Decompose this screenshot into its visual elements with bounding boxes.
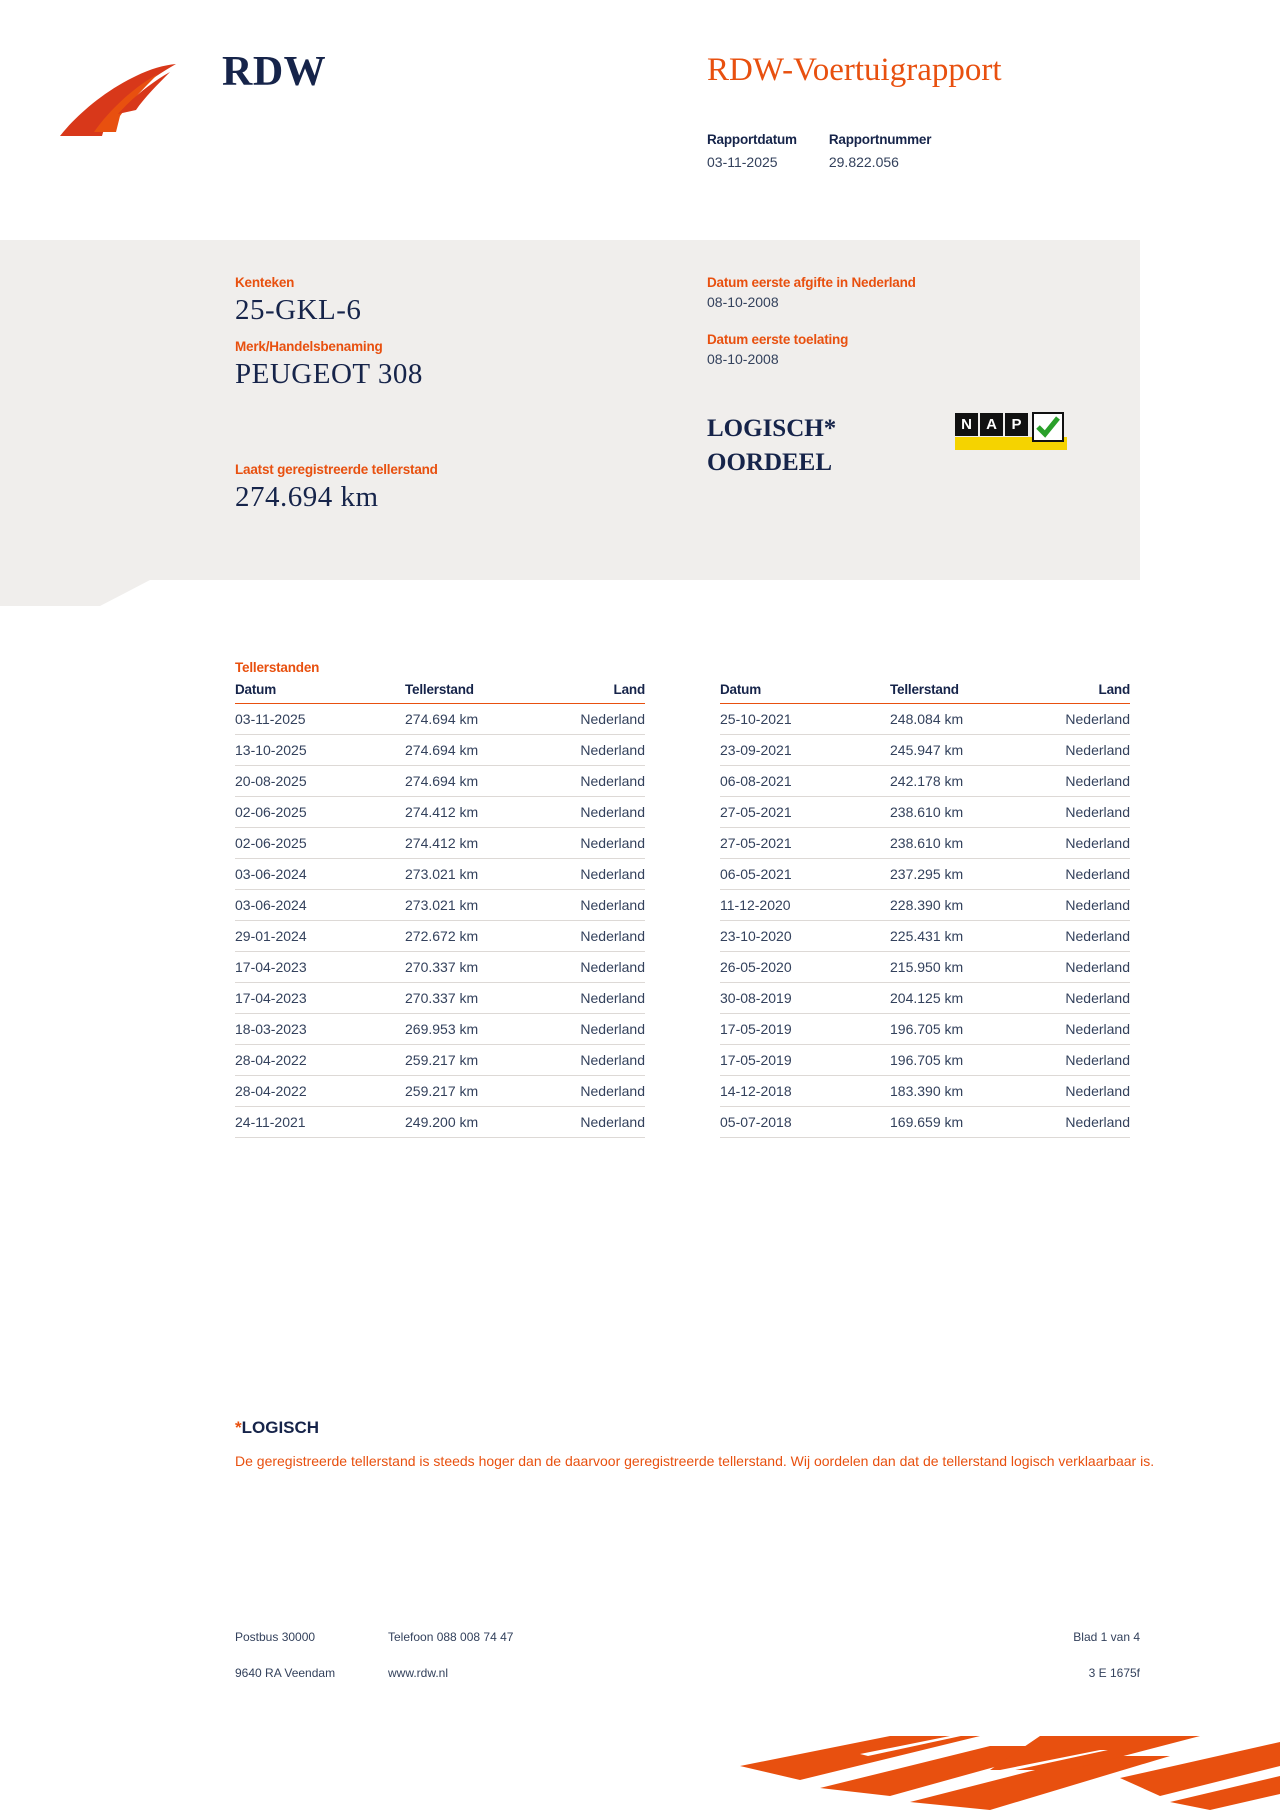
- rdw-logo-icon: [58, 62, 180, 140]
- report-number-label: Rapportnummer: [828, 132, 932, 147]
- cell-odometer: 272.672 km: [405, 921, 545, 952]
- column-header-country: Land: [545, 682, 645, 704]
- nap-letters: [955, 413, 1030, 436]
- cell-date: 03-06-2024: [235, 890, 405, 921]
- report-date-block: [707, 132, 797, 170]
- odometer-block: [235, 462, 438, 514]
- first-admission-nl-block: [707, 275, 916, 310]
- cell-country: Nederland: [1030, 1045, 1130, 1076]
- odometer-table-title: Tellerstanden: [235, 660, 320, 675]
- cell-odometer: 204.125 km: [890, 983, 1030, 1014]
- cell-country: Nederland: [1030, 859, 1130, 890]
- cell-odometer: 274.412 km: [405, 797, 545, 828]
- cell-odometer: 196.705 km: [890, 1045, 1030, 1076]
- report-number-block: [829, 132, 931, 170]
- table-row: [235, 983, 645, 1014]
- table-row: [720, 952, 1130, 983]
- cell-date: 30-08-2019: [720, 983, 890, 1014]
- cell-country: Nederland: [1030, 1014, 1130, 1045]
- table-row: [720, 797, 1130, 828]
- table-row: [235, 704, 645, 735]
- table-row: [720, 1107, 1130, 1138]
- footer-website[interactable]: www.rdw.nl: [388, 1666, 449, 1680]
- cell-odometer: 169.659 km: [890, 1107, 1030, 1138]
- table-row: [720, 983, 1130, 1014]
- table-row: [720, 921, 1130, 952]
- footer-page-info: [1010, 1630, 1140, 1680]
- report-title: RDW-Voertuigrapport: [707, 52, 1002, 88]
- cell-date: 23-09-2021: [720, 735, 890, 766]
- footnote-title-text: LOGISCH: [241, 1418, 320, 1437]
- table-row: [720, 859, 1130, 890]
- table-row: [235, 859, 645, 890]
- cell-odometer: 238.610 km: [890, 797, 1030, 828]
- table-row: [720, 735, 1130, 766]
- cell-country: Nederland: [1030, 952, 1130, 983]
- cell-date: 02-06-2025: [235, 797, 405, 828]
- cell-odometer: 274.694 km: [405, 735, 545, 766]
- first-admission-block: [707, 332, 916, 367]
- column-header-country: Land: [1030, 682, 1130, 704]
- report-number-value: 29.822.056: [828, 154, 899, 170]
- nap-letter-a: A: [980, 413, 1003, 436]
- cell-odometer: 196.705 km: [890, 1014, 1030, 1045]
- cell-odometer: 248.084 km: [890, 704, 1030, 735]
- nap-badge: [955, 413, 1075, 451]
- table-row: [720, 766, 1130, 797]
- cell-date: 17-05-2019: [720, 1045, 890, 1076]
- table-row: [235, 1014, 645, 1045]
- cell-country: Nederland: [545, 735, 645, 766]
- admission-dates-group: [707, 275, 916, 389]
- cell-date: 23-10-2020: [720, 921, 890, 952]
- cell-date: 26-05-2020: [720, 952, 890, 983]
- cell-odometer: 245.947 km: [890, 735, 1030, 766]
- cell-odometer: 274.412 km: [405, 828, 545, 859]
- first-admission-label: Datum eerste toelating: [707, 332, 849, 347]
- cell-odometer: 274.694 km: [405, 704, 545, 735]
- cell-date: 05-07-2018: [720, 1107, 890, 1138]
- cell-date: 20-08-2025: [235, 766, 405, 797]
- column-header-odometer: Tellerstand: [405, 682, 545, 704]
- table-row: [235, 828, 645, 859]
- cell-country: Nederland: [1030, 797, 1130, 828]
- footer-decorative-graphic: [740, 1736, 1280, 1810]
- table-header-row: [235, 682, 645, 704]
- table-row: [720, 1076, 1130, 1107]
- cell-date: 27-05-2021: [720, 828, 890, 859]
- cell-odometer: 273.021 km: [405, 890, 545, 921]
- footnote-star: *: [235, 1418, 242, 1437]
- cell-odometer: 270.337 km: [405, 952, 545, 983]
- nap-letter-n: N: [955, 413, 978, 436]
- cell-date: 17-05-2019: [720, 1014, 890, 1045]
- footer-form-code: 3 E 1675f: [1088, 1666, 1140, 1680]
- cell-date: 28-04-2022: [235, 1076, 405, 1107]
- odometer-left-body: [235, 704, 645, 1138]
- cell-date: 25-10-2021: [720, 704, 890, 735]
- odometer-label: Laatst geregistreerde tellerstand: [235, 462, 438, 477]
- cell-date: 29-01-2024: [235, 921, 405, 952]
- table-header-row: [720, 682, 1130, 704]
- odometer-right-body: [720, 704, 1130, 1138]
- table-row: [720, 828, 1130, 859]
- cell-country: Nederland: [545, 983, 645, 1014]
- check-icon: [1031, 411, 1065, 443]
- cell-country: Nederland: [545, 1107, 645, 1138]
- table-row: [720, 1014, 1130, 1045]
- cell-country: Nederland: [545, 766, 645, 797]
- cell-date: 11-12-2020: [720, 890, 890, 921]
- cell-odometer: 215.950 km: [890, 952, 1030, 983]
- cell-date: 17-04-2023: [235, 952, 405, 983]
- report-meta: [707, 132, 963, 170]
- cell-odometer: 269.953 km: [405, 1014, 545, 1045]
- first-admission-value: 08-10-2008: [707, 351, 779, 367]
- table-row: [235, 735, 645, 766]
- cell-date: 03-06-2024: [235, 859, 405, 890]
- vehicle-identity-group: [235, 275, 423, 391]
- column-header-odometer: Tellerstand: [890, 682, 1030, 704]
- cell-date: 24-11-2021: [235, 1107, 405, 1138]
- cell-date: 17-04-2023: [235, 983, 405, 1014]
- footer-phone: Telefoon 088 008 74 47: [388, 1630, 514, 1644]
- cell-date: 14-12-2018: [720, 1076, 890, 1107]
- table-row: [235, 1076, 645, 1107]
- cell-country: Nederland: [545, 1076, 645, 1107]
- footer-page-number: Blad 1 van 4: [1073, 1630, 1140, 1644]
- cell-odometer: 183.390 km: [890, 1076, 1030, 1107]
- cell-date: 18-03-2023: [235, 1014, 405, 1045]
- cell-country: Nederland: [1030, 921, 1130, 952]
- footer-address: [235, 1630, 335, 1680]
- cell-country: Nederland: [1030, 1107, 1130, 1138]
- cell-country: Nederland: [545, 1045, 645, 1076]
- cell-date: 06-05-2021: [720, 859, 890, 890]
- table-row: [235, 1045, 645, 1076]
- cell-country: Nederland: [545, 921, 645, 952]
- odometer-value: 274.694 km: [235, 481, 379, 513]
- cell-country: Nederland: [545, 704, 645, 735]
- cell-odometer: 274.694 km: [405, 766, 545, 797]
- footer-contact: [388, 1630, 513, 1680]
- first-admission-nl-value: 08-10-2008: [707, 294, 779, 310]
- cell-date: 03-11-2025: [235, 704, 405, 735]
- footnote-title: [235, 1418, 1155, 1438]
- cell-date: 27-05-2021: [720, 797, 890, 828]
- document-header: [0, 0, 1280, 240]
- column-header-date: Datum: [720, 682, 890, 704]
- cell-odometer: 225.431 km: [890, 921, 1030, 952]
- panel-notch: [0, 580, 150, 606]
- cell-odometer: 259.217 km: [405, 1076, 545, 1107]
- odometer-table-left: [235, 682, 645, 1138]
- cell-country: Nederland: [1030, 704, 1130, 735]
- cell-odometer: 259.217 km: [405, 1045, 545, 1076]
- cell-country: Nederland: [545, 890, 645, 921]
- table-row: [720, 704, 1130, 735]
- table-row: [235, 952, 645, 983]
- cell-country: Nederland: [1030, 828, 1130, 859]
- odometer-table-right: [720, 682, 1130, 1138]
- cell-country: Nederland: [1030, 766, 1130, 797]
- cell-odometer: 237.295 km: [890, 859, 1030, 890]
- cell-odometer: 238.610 km: [890, 828, 1030, 859]
- table-row: [235, 797, 645, 828]
- cell-country: Nederland: [545, 1014, 645, 1045]
- verdict-line-1: LOGISCH*: [707, 415, 837, 442]
- cell-country: Nederland: [1030, 735, 1130, 766]
- footer-address-line2: 9640 RA Veendam: [235, 1666, 336, 1680]
- cell-country: Nederland: [1030, 983, 1130, 1014]
- table-row: [720, 890, 1130, 921]
- brand-block: [235, 339, 423, 391]
- cell-country: Nederland: [545, 952, 645, 983]
- cell-date: 06-08-2021: [720, 766, 890, 797]
- footnote-body: De geregistreerde tellerstand is steeds hoger dan de daarvoor geregistreerde tellerstand. Wij oordelen dan dat de tellerstand logisch verklaarbaar is.: [235, 1453, 1155, 1469]
- vehicle-summary-panel: [0, 240, 1140, 580]
- cell-date: 02-06-2025: [235, 828, 405, 859]
- cell-date: 28-04-2022: [235, 1045, 405, 1076]
- table-row: [235, 890, 645, 921]
- report-date-value: 03-11-2025: [707, 154, 778, 170]
- cell-country: Nederland: [545, 859, 645, 890]
- cell-country: Nederland: [545, 828, 645, 859]
- footer-address-line1: Postbus 30000: [235, 1630, 316, 1644]
- report-date-label: Rapportdatum: [707, 132, 797, 147]
- license-label: Kenteken: [235, 275, 295, 290]
- table-row: [235, 1107, 645, 1138]
- cell-date: 13-10-2025: [235, 735, 405, 766]
- table-row: [720, 1045, 1130, 1076]
- nap-letter-p: P: [1005, 413, 1028, 436]
- brand-label: Merk/Handelsbenaming: [235, 339, 383, 354]
- column-header-date: Datum: [235, 682, 405, 704]
- license-value: 25-GKL-6: [235, 294, 362, 326]
- rdw-wordmark: RDW: [222, 49, 327, 95]
- footnote-section: [235, 1418, 1155, 1474]
- verdict-text: [707, 412, 836, 480]
- cell-country: Nederland: [545, 797, 645, 828]
- cell-odometer: 228.390 km: [890, 890, 1030, 921]
- table-row: [235, 921, 645, 952]
- cell-odometer: 273.021 km: [405, 859, 545, 890]
- cell-odometer: 242.178 km: [890, 766, 1030, 797]
- license-block: [235, 275, 423, 327]
- first-admission-nl-label: Datum eerste afgifte in Nederland: [707, 275, 916, 290]
- table-row: [235, 766, 645, 797]
- brand-value: PEUGEOT 308: [235, 358, 423, 390]
- cell-country: Nederland: [1030, 1076, 1130, 1107]
- verdict-line-2: OORDEEL: [707, 448, 833, 476]
- cell-odometer: 249.200 km: [405, 1107, 545, 1138]
- cell-odometer: 270.337 km: [405, 983, 545, 1014]
- cell-country: Nederland: [1030, 890, 1130, 921]
